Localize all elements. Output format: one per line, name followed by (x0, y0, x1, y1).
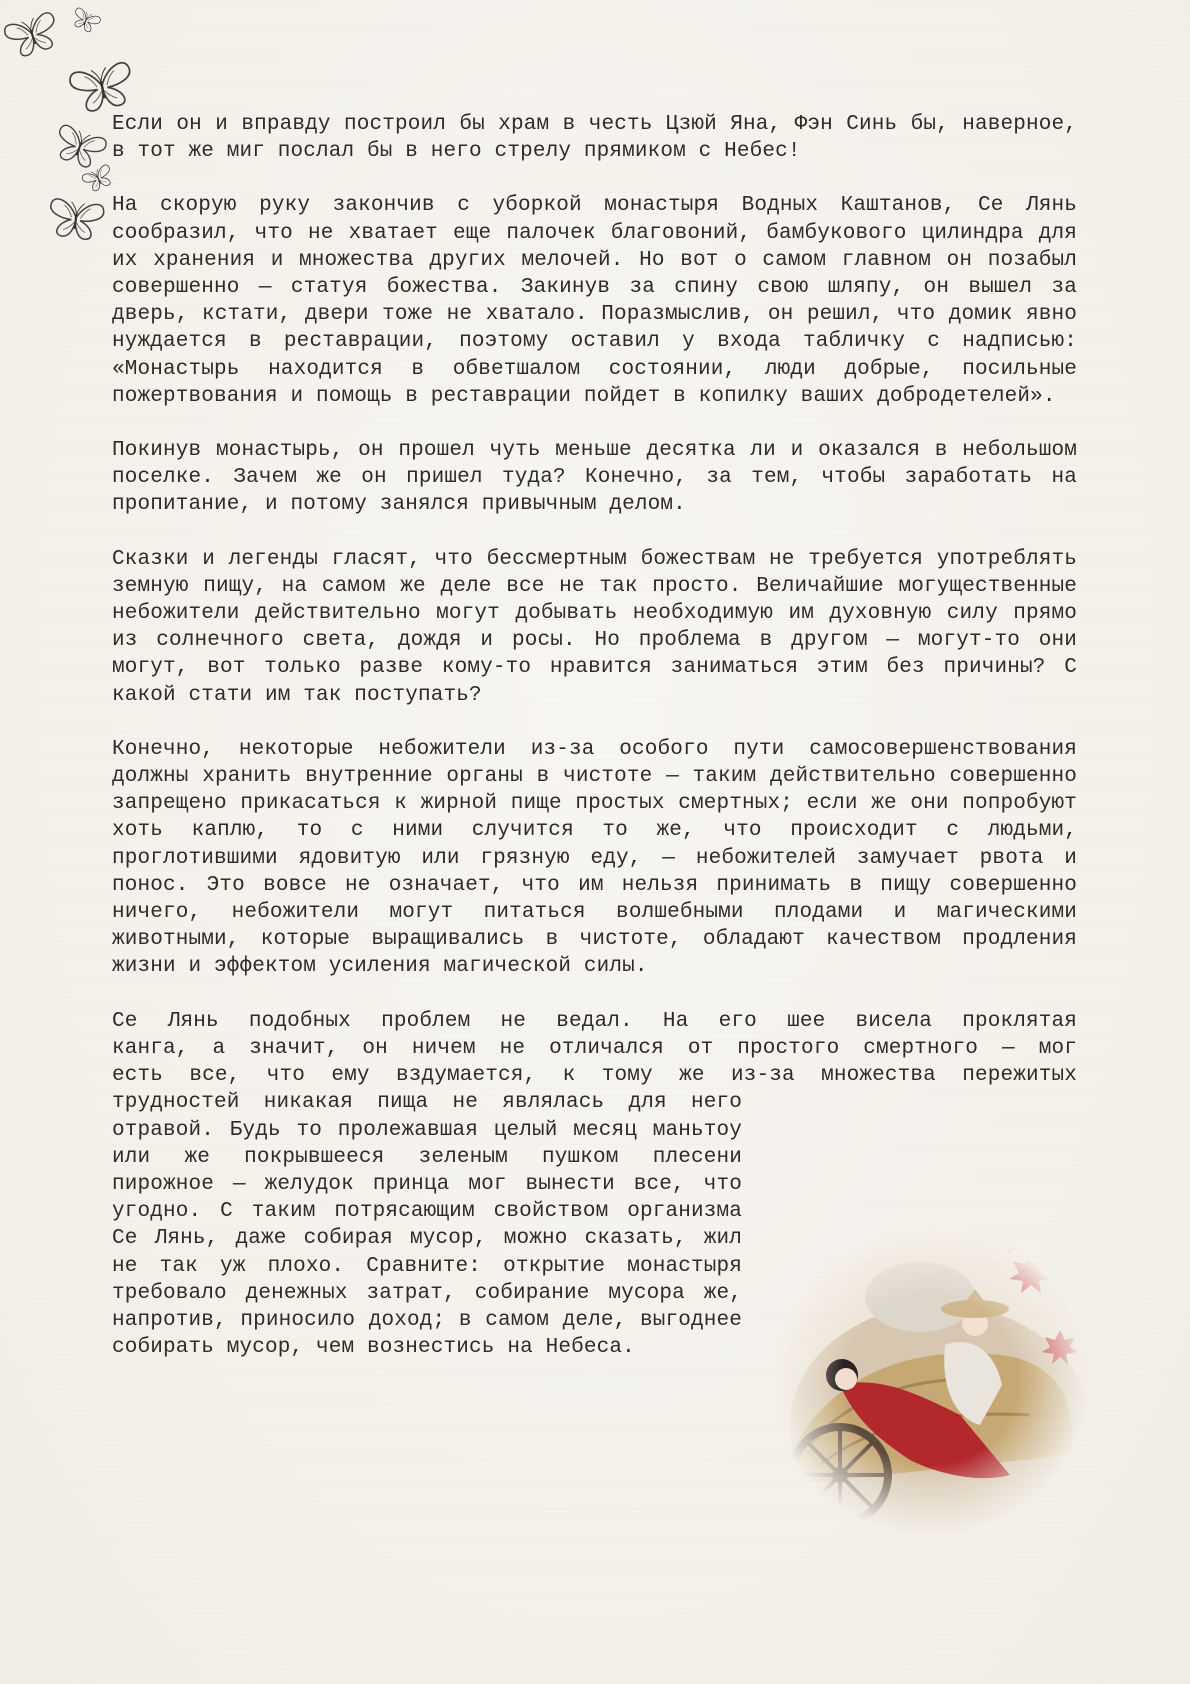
page-body (112, 111, 1077, 1361)
paragraph-1: Если он и вправду построил бы храм в честь Цзюй Яна, Фэн Синь бы, наверное, в тот же миг послал бы в него стрелу прямиком с Небес! (112, 113, 1077, 164)
paragraph-2: На скорую руку закончив с уборкой монастыря Водных Каштанов, Се Лянь сообразил, что не хватает еще палочек благовоний, бамбукового цилиндра для их хранения и множества других мелочей. Но вот о самом главном он позабыл совершенно — статуя божества. Закинув за спину свою шляпу, он вышел за дверь, кстати, двери тоже не хватало. Поразмыслив, он решил, что домик явно нуждается в реставрации, поэтому оставил у входа табличку с надписью: «Монастырь находится в обветшалом состоянии, люди добрые, посильные пожертвования и помощь в реставрации пойдет в копилку ваших добродетелей». (112, 194, 1077, 408)
paragraph-4: Сказки и легенды гласят, что бессмертным божествам не требуется употреблять земную пищу, на самом же деле все не так просто. Величайшие могущественные небожители действительно могут добывать необходимую им духовную силу прямо из солнечного света, дождя и росы. Но проблема в другом — могут-то они могут, вот только разве кому-то нравится заниматься этим без причины? С какой стати им так поступать? (112, 547, 1077, 707)
butterfly-icon (3, 11, 62, 60)
paragraph-3: Покинув монастырь, он прошел чуть меньше десятка ли и оказался в небольшом поселке. Зачем же он пришел туда? Конечно, за тем, чтобы заработать на пропитание, и потому занялся привычным делом. (112, 439, 1077, 517)
butterfly-icon (68, 61, 136, 114)
butterfly-icon (81, 164, 116, 194)
butterfly-icon (47, 198, 105, 241)
paragraph-6-wrapped: трудностей никакая пища не являлась для него отравой. Будь то пролежавшая целый месяц маньтоу или же покрывшееся зеленым пушком плесени пирожное — желудок принца мог вынести все, что угодно. С таким потрясающим свойством организма Се Лянь, даже собирая мусор, можно сказать, жил не так уж плохо. Сравните: открытие монастыря требовало денежных затрат, собирание мусора же, напротив, приносило доход; в самом деле, выгоднее собирать мусор, чем вознестись на Небеса. (112, 1091, 742, 1360)
illustration-image (770, 1225, 1090, 1535)
paragraph-6-line-1: Се Лянь подобных проблем не ведал. На его шее висела проклятая (112, 1009, 1077, 1033)
paragraph-6-line-2: канга, а значит, он ничем не отличался от простого смертного — мог (112, 1036, 1077, 1060)
paragraph-6-line-3: есть все, что ему вздумается, к тому же из-за множества пережитых (112, 1064, 1077, 1088)
paragraph-5: Конечно, некоторые небожители из-за особого пути самосовершенствования должны хранить внутренние органы в чистоте — таким действительно совершенно запрещено прикасаться к жирной пище простых смертных; если же они попробуют хоть каплю, то с ними случится то же, что происходит с людьми, проглотившими ядовитую или грязную еду, — небожителей замучает рвота и понос. Это вовсе не означает, что им нельзя принимать в пищу совершенно ничего, небожители могут питаться волшебными плодами и магическими животными, которые выращивались в чистоте, обладают качеством продления жизни и эффектом усиления магической силы. (112, 737, 1077, 979)
butterfly-icon (51, 124, 108, 172)
butterfly-icon (70, 7, 102, 35)
